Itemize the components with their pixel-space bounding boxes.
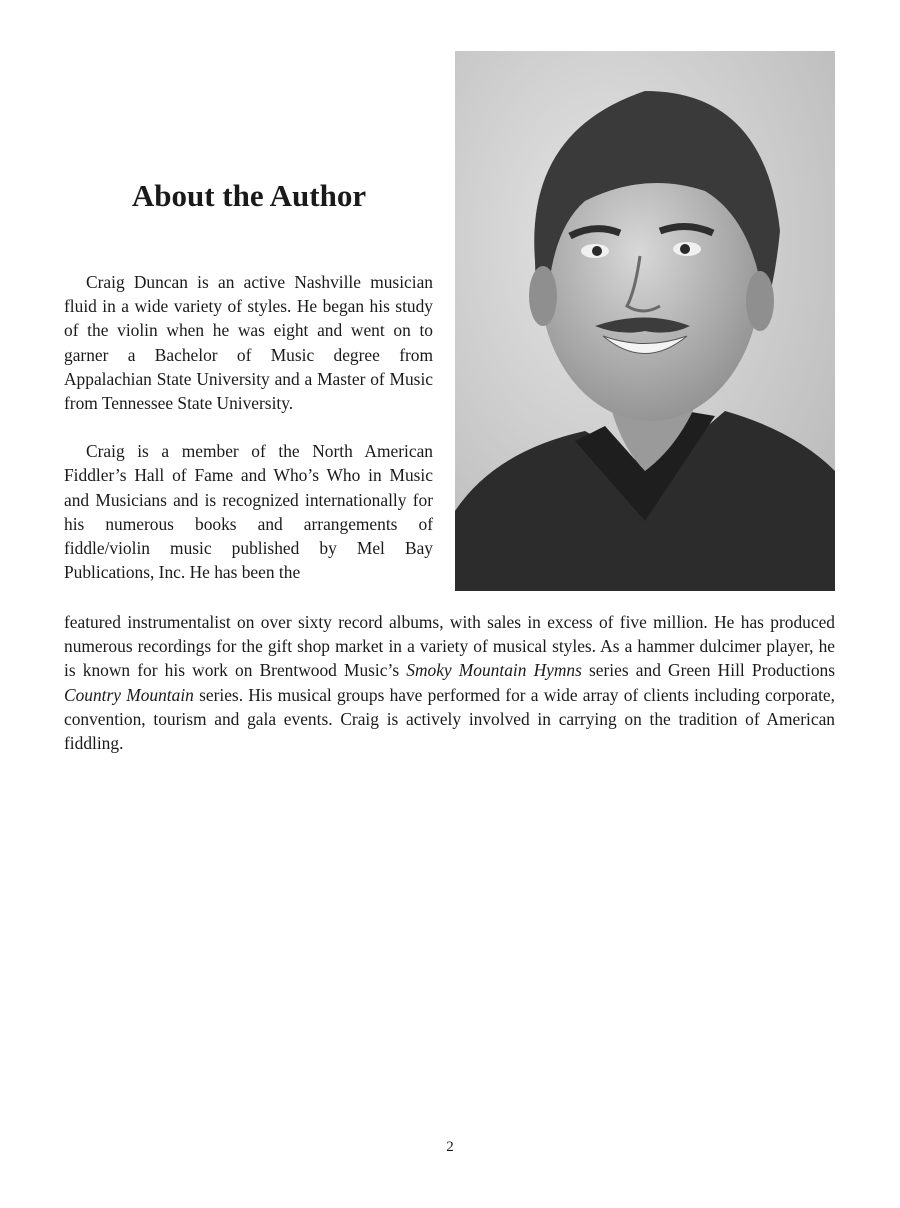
series-title-country-mountain: Country Mountain	[64, 684, 194, 705]
author-photo	[455, 51, 835, 591]
page-title: About the Author	[131, 178, 367, 213]
bio-paragraph-2-continued	[64, 610, 835, 755]
bio-text-part-3: series. His musical groups have performed for a wide array of clients including corporate, convention, tourism and gala events. Craig is actively involved in carrying on the tradition of American fiddling.	[64, 684, 836, 754]
author-portrait-image	[455, 51, 835, 591]
bio-text-part-2: series and Green Hill Productions	[581, 660, 835, 681]
page-number: 2	[446, 1139, 454, 1155]
author-bio-column	[64, 270, 433, 584]
album-title-smoky-mountain-hymns: Smoky Mountain Hymns	[406, 660, 582, 681]
author-bio-continued	[64, 610, 835, 755]
bio-paragraph-1: Craig Duncan is an active Nashville musician fluid in a wide variety of styles. He began his study of the violin when he was eight and went on to garner a Bachelor of Music degree from Appalachian State University and a Master of Music from Tennessee State University.	[64, 272, 433, 414]
bio-paragraph-2-start: Craig is a member of the North American Fiddler’s Hall of Fame and Who’s Who in Music and Musicians and is recognized internationally for his numerous books and arrangements of fiddle/violin music published by Mel Bay Publications, Inc. He has been the	[64, 441, 433, 583]
bio-text-part-1: featured instrumentalist on over sixty record albums, with sales in excess of five million. He has produced numerous recordings for the gift shop market in a variety of musical styles. As a hammer dulcimer player, he is known for his work on Brentwood Music’s	[64, 612, 835, 681]
